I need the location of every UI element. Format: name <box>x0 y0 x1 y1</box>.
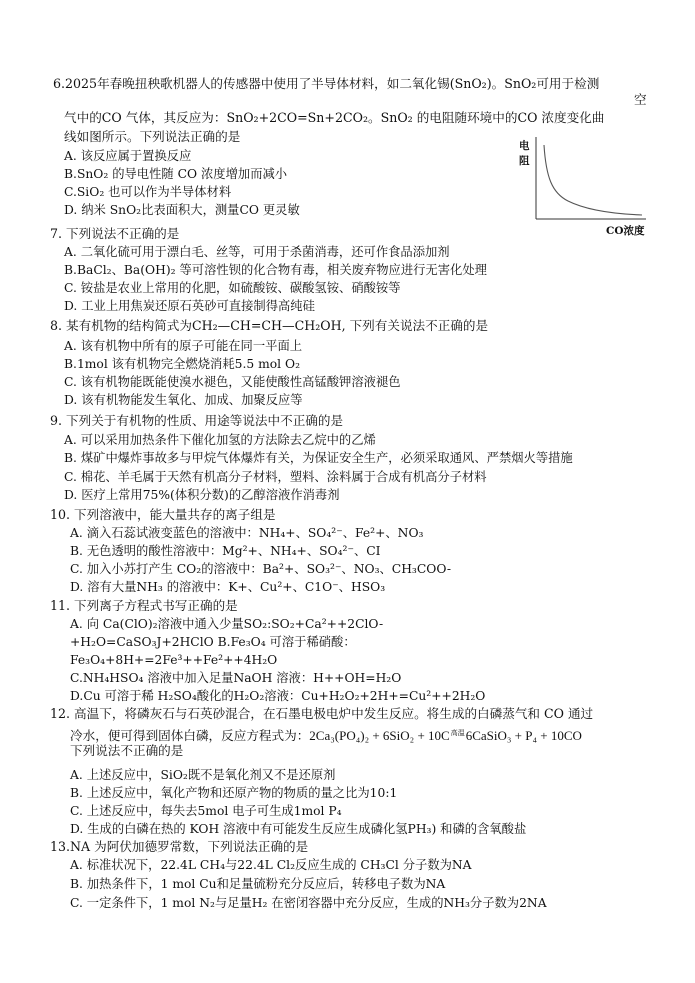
q9-option-c: C. 棉花、羊毛属于天然有机高分子材料，塑料、涂料属于合成有机高分子材料 <box>64 470 487 484</box>
y-axis-label-2: 阻 <box>519 155 530 167</box>
q10-option-b: B. 无色透明的酸性溶液中：Mg²+、NH₄+、SO₄²⁻、CI <box>70 544 381 558</box>
q13-option-a: A. 标准状况下，22.4L CH₄与22.4L Cl₂反应生成的 CH₃Cl 分子数为NA <box>70 858 472 872</box>
q12-option-d: D. 生成的白磷在热的 KOH 溶液中有可能发生反应生成磷化氢PH₃) 和磷的含氧酸盐 <box>70 822 527 836</box>
q9-option-d: D. 医疗上常用75%(体积分数)的乙醇溶液作消毒剂 <box>64 488 340 502</box>
q12-option-c: C. 上述反应中，每失去5mol 电子可生成1mol P₄ <box>70 804 342 818</box>
q6-option-d: D. 纳米 SnO₂比表面积大，测量CO 更灵敏 <box>64 203 300 217</box>
q6-option-b: B.SnO₂ 的导电性随 CO 浓度增加而减小 <box>64 167 288 181</box>
q13-option-c: C. 一定条件下，1 mol N₂与足量H₂ 在密闭容器中充分反应，生成的NH₃分子数为2NA <box>70 896 547 910</box>
q6-option-a: A. 该反应属于置换反应 <box>64 149 192 163</box>
q8-option-b: B.1mol 该有机物完全燃烧消耗5.5 mol O₂ <box>64 357 301 371</box>
q11-stem: 11. 下列离子方程式书写正确的是 <box>50 598 238 613</box>
q11-option-c: C.NH₄HSO₄ 溶液中加入足量NaOH 溶液：H++OH=H₂O <box>70 671 402 685</box>
equation-products: 6CaSiO₃ + P₄ + 10CO <box>465 728 582 743</box>
q7-option-b: B.BaCl₂、Ba(OH)₂ 等可溶性钡的化合物有毒，相关废弃物应进行无害化处理 <box>64 263 487 277</box>
q6-stem-line-1: 6.2025年春晚扭秧歌机器人的传感器中使用了半导体材料，如二氧化锡(SnO₂)。SnO₂可用于检测 <box>53 76 600 91</box>
x-axis-label: CO浓度 <box>606 225 645 237</box>
q12-stem-line-2 <box>70 725 582 744</box>
q9-stem: 9. 下列关于有机物的性质、用途等说法中不正确的是 <box>50 413 344 428</box>
q6-option-c: C.SiO₂ 也可以作为半导体材料 <box>64 185 232 199</box>
equation-reactants: 2Ca₃(PO₄)₂ + 6SiO₂ + 10C <box>309 728 450 743</box>
q8-stem: 8. 某有机物的结构简式为CH₂—CH=CH—CH₂OH, 下列有关说法不正确的是 <box>50 318 489 333</box>
q8-option-a: A. 该有机物中所有的原子可能在同一平面上 <box>64 339 303 353</box>
q8-option-d: D. 该有机物能发生氧化、加成、加聚反应等 <box>64 393 303 407</box>
q8-option-c: C. 该有机物能既能使溴水褪色，又能使酸性高锰酸钾溶液褪色 <box>64 375 401 389</box>
q6-stem-line-2: 气中的CO 气体，其反应为：SnO₂+2CO=Sn+2CO₂。SnO₂ 的电阻随环境中的CO 浓度变化曲 <box>64 110 605 125</box>
q12-option-a: A. 上述反应中，SiO₂既不是氧化剂又不是还原剂 <box>70 768 336 782</box>
reaction-equation <box>309 728 582 743</box>
q10-option-a: A. 滴入石蕊试液变蓝色的溶液中：NH₄+、SO₄²⁻、Fe²+、NO₃ <box>70 526 424 540</box>
q10-stem: 10. 下列溶液中，能大量共存的离子组是 <box>50 507 276 522</box>
equation-condition: 高温 <box>450 729 465 737</box>
q7-option-d: D. 工业上用焦炭还原石英砂可直接制得高纯硅 <box>64 299 315 313</box>
q11-option-a-cont-b: +H₂O=CaSO₃J+2HClO B.Fe₃O₄ 可溶于稀硝酸： <box>70 635 356 649</box>
resistance-curve <box>544 145 642 215</box>
q11-option-d: D.Cu 可溶于稀 H₂SO₄酸化的H₂O₂溶液：Cu+H₂O₂+2H+=Cu²++2H₂O <box>70 689 486 703</box>
q7-option-a: A. 二氧化硫可用于漂白毛、丝等，可用于杀菌消毒，还可作食品添加剂 <box>64 245 450 259</box>
q11-option-b-cont: Fe₃O₄+8H+=2Fe³++Fe²++4H₂O <box>70 653 278 667</box>
q13-stem: 13.NA 为阿伏加德罗常数，下列说法正确的是 <box>50 839 309 854</box>
q13-option-b: B. 加热条件下，1 mol Cu和足量硫粉充分反应后，转移电子数为NA <box>70 877 446 891</box>
q9-option-b: B. 煤矿中爆炸事故多与甲烷气体爆炸有关，为保证安全生产，必须采取通风、严禁烟火等措施 <box>64 451 573 465</box>
y-axis-label-1: 电 <box>519 140 530 152</box>
q11-option-a: A. 向 Ca(ClO)₂溶液中通入少量SO₂:SO₂+Ca²++2ClO- <box>70 617 384 631</box>
q10-option-d: D. 溶有大量NH₃ 的溶液中：K+、Cu²+、C1O⁻、HSO₃ <box>70 580 386 594</box>
q6-stem-line-3: 线如图所示。下列说法正确的是 <box>64 129 241 144</box>
q12-option-b: B. 上述反应中，氧化产物和还原产物的物质的量之比为10:1 <box>70 786 398 800</box>
q9-option-a: A. 可以采用加热条件下催化加氢的方法除去乙烷中的乙烯 <box>64 433 376 447</box>
q6-stem-line-wrap: 空 <box>634 92 647 107</box>
q12-stem-prefix: 冷水，便可得到固体白磷，反应方程式为： <box>70 728 310 743</box>
resistance-co-figure <box>512 133 662 240</box>
q7-option-c: C. 铵盐是农业上常用的化肥，如硫酸铵、碳酸氢铵、硝酸铵等 <box>64 281 401 295</box>
q10-option-c: C. 加入小苏打产生 CO₂的溶液中：Ba²+、SO₃²⁻、NO₃、CH₃COO- <box>70 562 452 576</box>
q7-stem: 7. 下列说法不正确的是 <box>50 226 180 241</box>
q12-stem-line-1: 12. 高温下，将磷灰石与石英砂混合，在石墨电极电炉中发生反应。将生成的白磷蒸气和 CO 通过 <box>50 706 594 721</box>
q12-stem-line-3: 下列说法不正确的是 <box>70 743 184 758</box>
